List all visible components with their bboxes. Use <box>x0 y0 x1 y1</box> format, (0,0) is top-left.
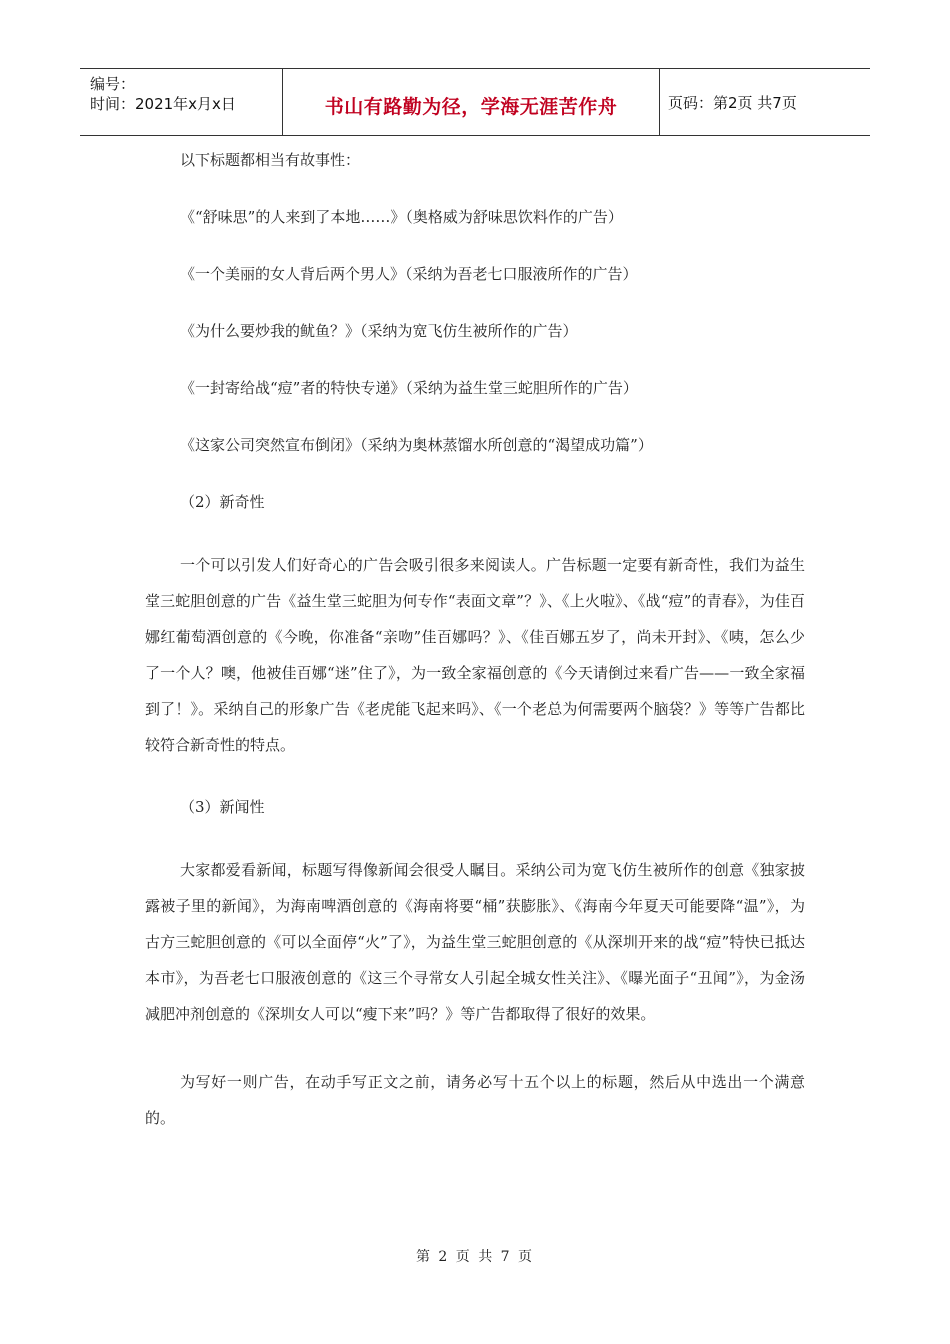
title-example: 《这家公司突然宣布倒闭》（采纳为奥林蒸馏水所创意的“渴望成功篇”） <box>180 436 653 454</box>
news-paragraph: 大家都爱看新闻，标题写得像新闻会很受人瞩目。采纳公司为宽飞仿生被所作的创意《独家披露被子里的新闻》，为海南啤酒创意的《海南将要“桶”获膨胀》、《海南今年夏天可能要降“温”》，为古方三蛇胆创意的《可以全面停“火”了》，为益生堂三蛇胆创意的《从深圳开来的战“痘”特快已抵达本市》，为吾老七口服液创意的《这三个寻常女人引起全城女性关注》、《曝光面子“丑闻”》，为金汤减肥冲剂创意的《深圳女人可以“瘦下来”吗？》等广告都取得了很好的效果。 <box>145 861 805 1023</box>
document-body <box>145 148 805 1168</box>
section-heading-novelty: （2）新奇性 <box>180 493 265 511</box>
document-number-label: 编号： <box>90 75 136 93</box>
title-example: 《“舒味思”的人来到了本地……》（奥格威为舒味思饮料作的广告） <box>180 208 623 226</box>
header-meta <box>80 69 282 135</box>
section-heading-news: （3）新闻性 <box>180 798 265 816</box>
page-footer: 第 2 页 共 7 页 <box>415 1249 535 1265</box>
page-header <box>80 68 870 136</box>
header-motto: 书山有路勤为径，学海无涯苦作舟 <box>282 69 660 135</box>
intro-line: 以下标题都相当有故事性： <box>180 151 361 169</box>
closing-paragraph: 为写好一则广告，在动手写正文之前，请务必写十五个以上的标题，然后从中选出一个满意的。 <box>145 1073 805 1127</box>
document-time-label: 时间：2021年x月x日 <box>90 95 236 113</box>
title-example: 《一封寄给战“痘”者的特快专递》（采纳为益生堂三蛇胆所作的广告） <box>180 379 638 397</box>
header-page-info: 页码：第2页 共7页 <box>668 93 797 112</box>
novelty-paragraph: 一个可以引发人们好奇心的广告会吸引很多来阅读人。广告标题一定要有新奇性，我们为益生堂三蛇胆创意的广告《益生堂三蛇胆为何专作“表面文章”？》、《上火啦》、《战“痘”的青春》，为佳百娜红葡萄酒创意的《今晚，你准备“亲吻”佳百娜吗？》、《佳百娜五岁了，尚未开封》、《咦，怎么少了一个人？噢，他被佳百娜“迷”住了》，为一致全家福创意的《今天请倒过来看广告——一致全家福到了！》。采纳自己的形象广告《老虎能飞起来吗》、《一个老总为何需要两个脑袋？》等等广告都比较符合新奇性的特点。 <box>145 556 805 754</box>
title-example: 《为什么要炒我的鱿鱼？》（采纳为宽飞仿生被所作的广告） <box>180 322 578 340</box>
title-example: 《一个美丽的女人背后两个男人》（采纳为吾老七口服液所作的广告） <box>180 265 638 283</box>
